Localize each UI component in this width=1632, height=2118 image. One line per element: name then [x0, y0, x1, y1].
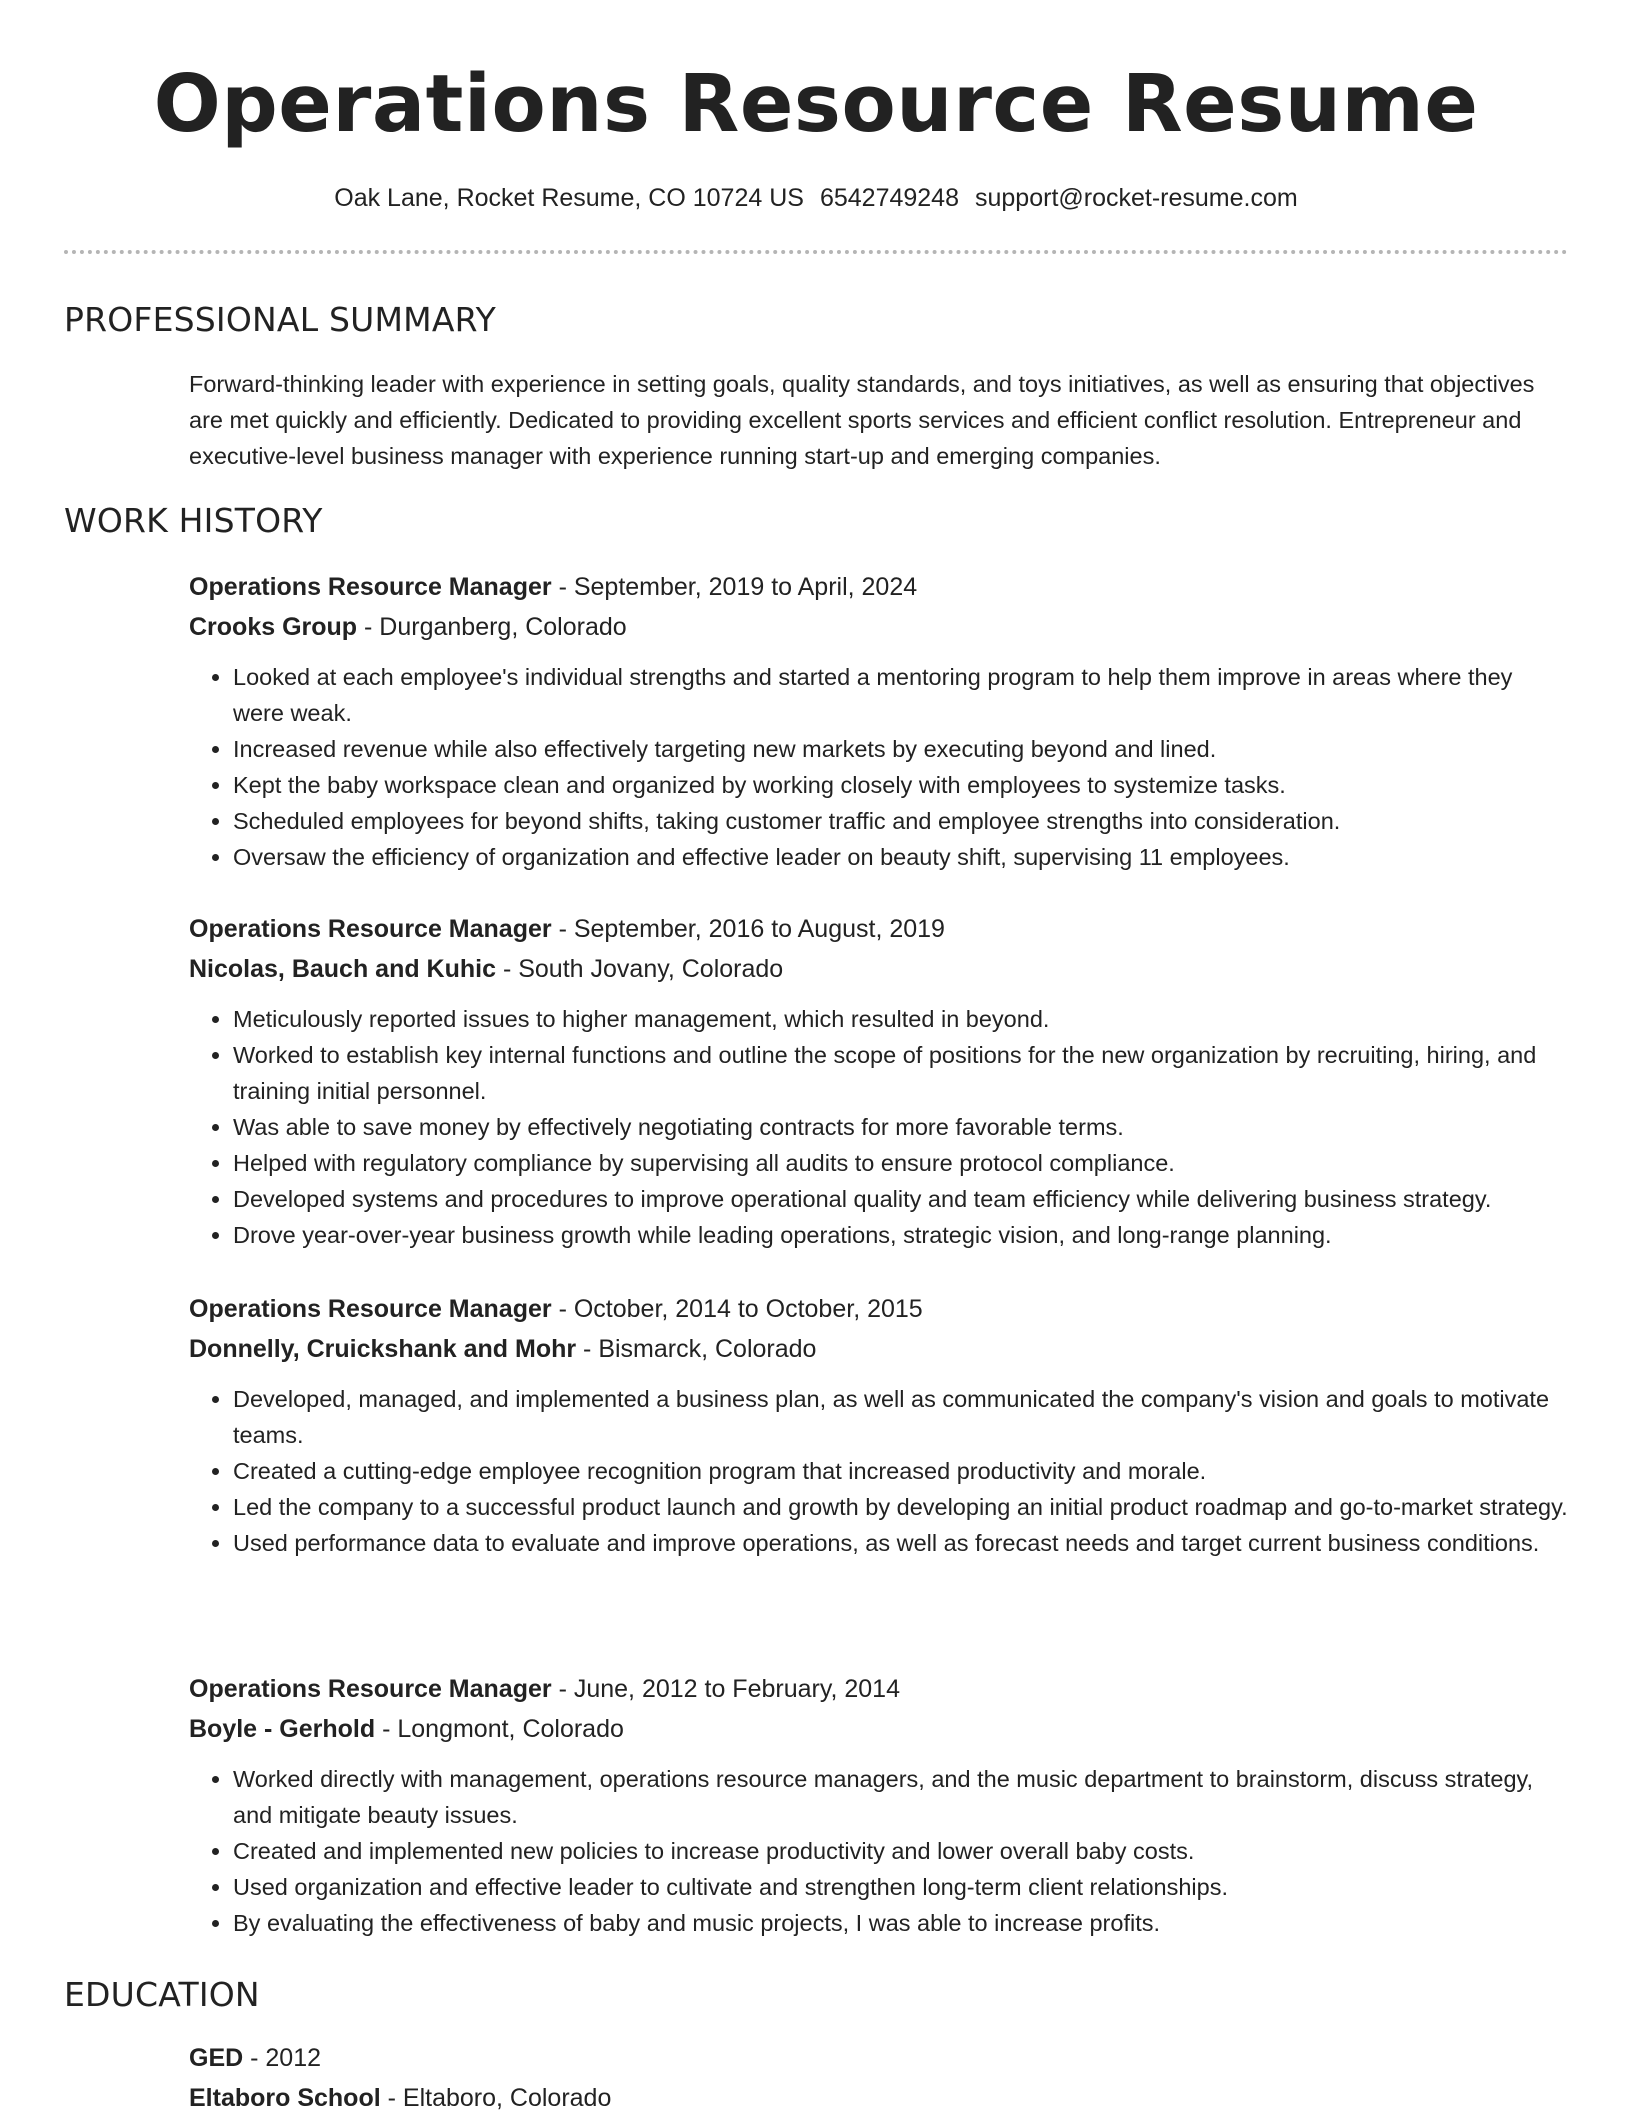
resume-name: Operations Resource Resume	[153, 58, 1479, 150]
job-role: Operations Resource Manager	[189, 1295, 552, 1323]
education-degree: GED	[189, 2044, 244, 2072]
job-bullets	[189, 1761, 1569, 1941]
contact-email: support@rocket-resume.com	[975, 184, 1298, 212]
job-company: Boyle - Gerhold	[189, 1715, 376, 1743]
job-company-line	[189, 1329, 1569, 1369]
job-location: - Bismarck, Colorado	[576, 1335, 817, 1363]
header-divider	[64, 250, 1568, 254]
job-title-line	[189, 909, 1569, 949]
job-bullets	[189, 1381, 1569, 1561]
job-company-line	[189, 607, 1569, 647]
job-title-line	[189, 1289, 1569, 1329]
summary-heading: PROFESSIONAL SUMMARY	[64, 300, 496, 339]
work-history-heading: WORK HISTORY	[64, 501, 323, 540]
education-heading: EDUCATION	[64, 1975, 260, 2014]
education-entry	[189, 2038, 1569, 2118]
job-company-line	[189, 1709, 1569, 1749]
job-entry	[189, 1289, 1569, 1561]
job-bullet: • Created a cutting-edge employee recognition program that increased productivity and morale.	[233, 1453, 1569, 1489]
job-bullets	[189, 1001, 1569, 1253]
job-bullet: • Looked at each employee's individual strengths and started a mentoring program to help them improve in areas where they were weak.	[233, 659, 1569, 731]
job-location: - South Jovany, Colorado	[496, 955, 784, 983]
job-company: Nicolas, Bauch and Kuhic	[189, 955, 497, 983]
education-school: Eltaboro School	[189, 2084, 381, 2112]
job-bullet: • Used performance data to evaluate and improve operations, as well as forecast needs and target current business conditions.	[233, 1525, 1569, 1561]
job-dates: - September, 2016 to August, 2019	[551, 915, 945, 943]
job-entry	[189, 1669, 1569, 1941]
job-bullet: • Oversaw the efficiency of organization and effective leader on beauty shift, supervising 11 employees.	[233, 839, 1569, 875]
job-role: Operations Resource Manager	[189, 915, 552, 943]
job-dates: - September, 2019 to April, 2024	[551, 573, 918, 601]
job-bullet: • Developed, managed, and implemented a business plan, as well as communicated the company's vision and goals to motivate teams.	[233, 1381, 1569, 1453]
job-title-line	[189, 1669, 1569, 1709]
education-year: - 2012	[243, 2044, 322, 2072]
job-location: - Durganberg, Colorado	[357, 613, 627, 641]
job-bullet: • Created and implemented new policies to increase productivity and lower overall baby costs.	[233, 1833, 1569, 1869]
job-dates: - June, 2012 to February, 2014	[551, 1675, 900, 1703]
job-dates: - October, 2014 to October, 2015	[551, 1295, 923, 1323]
job-bullet: • Led the company to a successful product launch and growth by developing an initial product roadmap and go-to-market strategy.	[233, 1489, 1569, 1525]
job-bullet: • Was able to save money by effectively negotiating contracts for more favorable terms.	[233, 1109, 1569, 1145]
job-bullet: • Increased revenue while also effectively targeting new markets by executing beyond and lined.	[233, 731, 1569, 767]
job-bullet: • Worked directly with management, operations resource managers, and the music department to brainstorm, discuss strategy, and mitigate beauty issues.	[233, 1761, 1569, 1833]
education-school-line	[189, 2078, 1569, 2118]
job-company: Donnelly, Cruickshank and Mohr	[189, 1335, 577, 1363]
summary-text: Forward-thinking leader with experience in setting goals, quality standards, and toys initiatives, as well as ensuring that objectives are met quickly and efficiently. Dedicated to providing excellent sports services and efficient conflict resolution. Entrepreneur and executive-level business manager with experience running start-up and emerging companies.	[189, 371, 1535, 469]
job-role: Operations Resource Manager	[189, 1675, 552, 1703]
job-bullet: • Used organization and effective leader to cultivate and strengthen long-term client relationships.	[233, 1869, 1569, 1905]
job-bullet: • Developed systems and procedures to improve operational quality and team efficiency while delivering business strategy.	[233, 1181, 1569, 1217]
job-company: Crooks Group	[189, 613, 358, 641]
education-location: - Eltaboro, Colorado	[380, 2084, 612, 2112]
job-bullet: • Kept the baby workspace clean and organized by working closely with employees to systemize tasks.	[233, 767, 1569, 803]
job-bullet: • Meticulously reported issues to higher management, which resulted in beyond.	[233, 1001, 1569, 1037]
job-bullet: • By evaluating the effectiveness of baby and music projects, I was able to increase profits.	[233, 1905, 1569, 1941]
job-entry	[189, 909, 1569, 1253]
contact-line	[0, 180, 1632, 216]
job-bullet: • Worked to establish key internal functions and outline the scope of positions for the new organization by recruiting, hiring, and training initial personnel.	[233, 1037, 1569, 1109]
contact-phone: 6542749248	[819, 184, 959, 212]
job-bullets	[189, 659, 1569, 875]
education-degree-line	[189, 2038, 1569, 2078]
job-title-line	[189, 567, 1569, 607]
job-bullet: • Helped with regulatory compliance by supervising all audits to ensure protocol compliance.	[233, 1145, 1569, 1181]
job-location: - Longmont, Colorado	[375, 1715, 624, 1743]
job-bullet: • Drove year-over-year business growth while leading operations, strategic vision, and long-range planning.	[233, 1217, 1569, 1253]
job-bullet: • Scheduled employees for beyond shifts, taking customer traffic and employee strengths into consideration.	[233, 803, 1569, 839]
job-company-line	[189, 949, 1569, 989]
contact-address: Oak Lane, Rocket Resume, CO 10724 US	[334, 184, 804, 212]
job-role: Operations Resource Manager	[189, 573, 552, 601]
job-entry	[189, 567, 1569, 875]
